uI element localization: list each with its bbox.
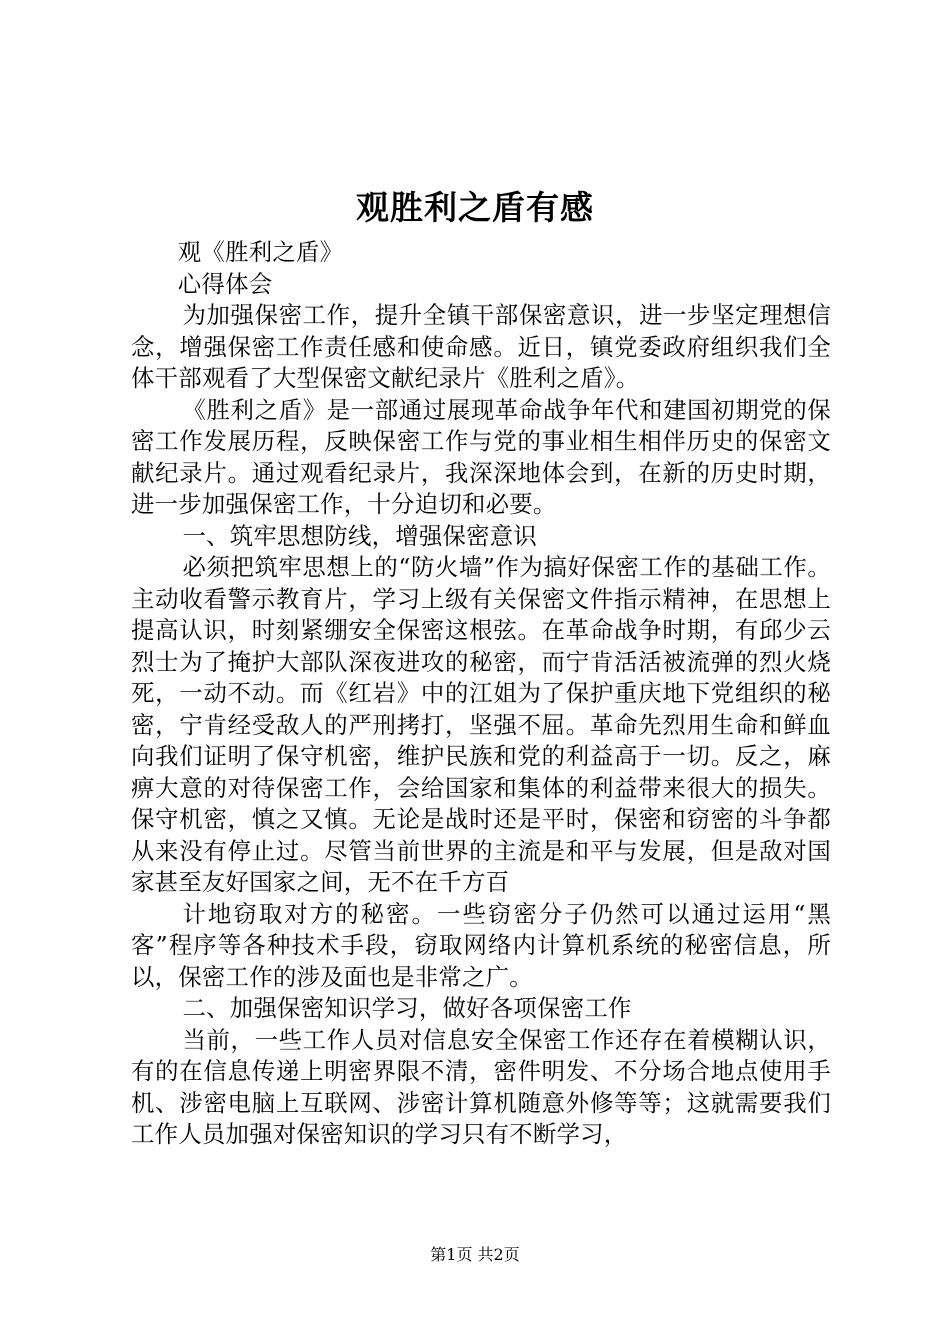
body-paragraph: 一、筑牢思想防线，增强保密意识 — [182, 521, 538, 550]
body-paragraph: 必须把筑牢思想上的“防火墙”作为搞好保密工作的基础工作。主动收看警示教育片，学习上级有关保密文件指示精神，在思想上提高认识，时刻紧绷安全保密这根弦。在革命战争时期，有邱少云烈士为了掩护大部队深夜进攻的秘密，而宁肯活活被流弹的烈火烧死，一动不动。而《红岩》中的江姐为了保护重庆地下党组织的秘密，宁肯经受敌人的严刑拷打，坚强不屈。革命先烈用生命和鲜血向我们证明了保守机密，维护民族和党的利益高于一切。反之，麻痹大意的对待保密工作，会给国家和集体的利益带来很大的损失。保守机密，慎之又慎。无论是战时还是平时，保密和窃密的斗争都从来没有停止过。尽管当前世界的主流是和平与发展，但是敌对国家甚至友好国家之间，无不在千方百 — [131, 553, 831, 896]
page-footer: 第1页 共2页 — [430, 1245, 520, 1264]
body-paragraph: 当前，一些工作人员对信息安全保密工作还存在着模糊认识，有的在信息传递上明密界限不清，密件明发、不分场合地点使用手机、涉密电脑上互联网、涉密计算机随意外修等等；这就需要我们工作人员加强对保密知识的学习只有不断学习， — [131, 1025, 831, 1148]
body-paragraph: 心得体会 — [177, 269, 273, 298]
body-paragraph: 《胜利之盾》是一部通过展现革命战争年代和建国初期党的保密工作发展历程，反映保密工作与党的事业相生相伴历史的保密文献纪录片。通过观看纪录片，我深深地体会到，在新的历史时期，进一步加强保密工作，十分迫切和必要。 — [131, 395, 831, 518]
body-paragraph: 二、加强保密知识学习，做好各项保密工作 — [182, 994, 632, 1022]
document-body — [131, 237, 831, 1151]
body-paragraph: 计地窃取对方的秘密。一些窃密分子仍然可以通过运用“黑客”程序等各种技术手段，窃取网络内计算机系统的秘密信息，所以，保密工作的涉及面也是非常之广。 — [131, 899, 831, 991]
body-paragraph: 观《胜利之盾》 — [177, 238, 344, 266]
body-paragraph: 为加强保密工作，提升全镇干部保密意识，进一步坚定理想信念，增强保密工作责任感和使命感。近日，镇党委政府组织我们全体干部观看了大型保密文献纪录片《胜利之盾》。 — [131, 301, 831, 392]
document-title: 观胜利之盾有感 — [356, 188, 594, 227]
